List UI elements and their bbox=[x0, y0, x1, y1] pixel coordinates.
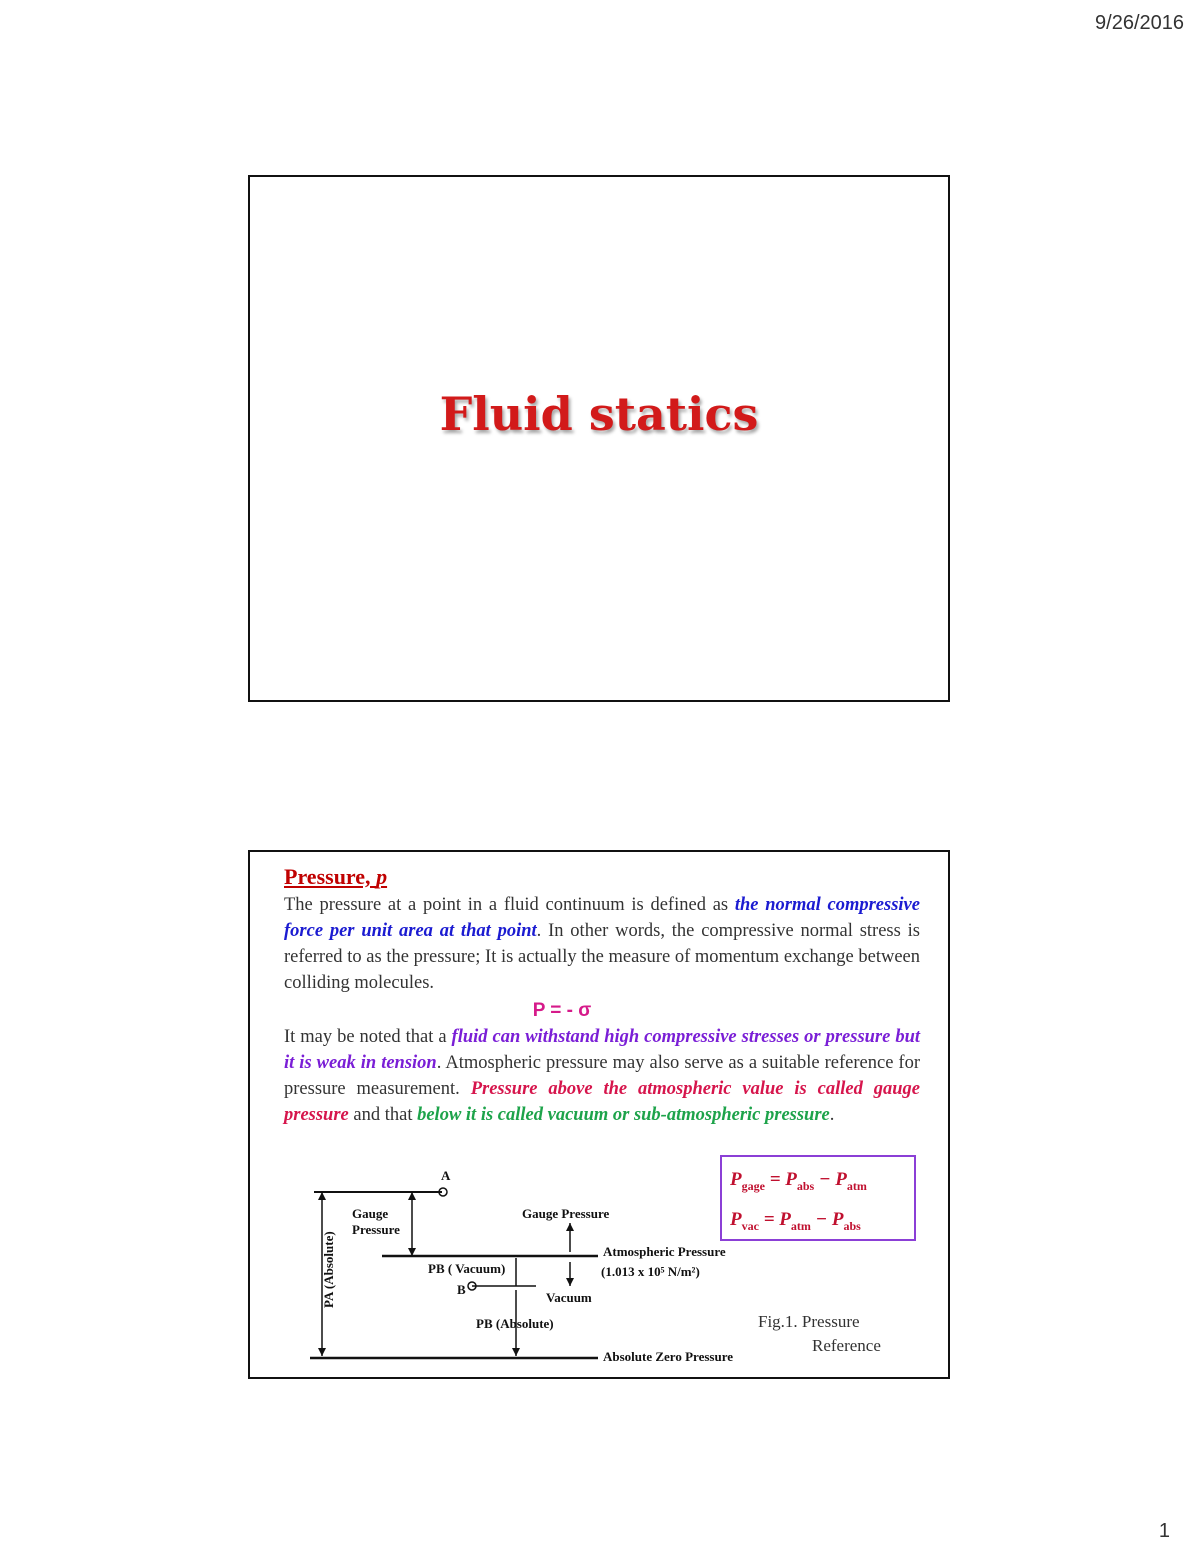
formula-box bbox=[720, 1155, 916, 1241]
pressure-reference-diagram bbox=[300, 1168, 750, 1368]
definition-paragraph: The pressure at a point in a fluid continuum is defined as the normal compressive force per unit area at that point. In other words, the compressive normal stress is referred to as the pressure; It is actually the measure of momentum exchange between colliding molecules. bbox=[284, 895, 920, 993]
pressure-equation: P = - σ bbox=[532, 1000, 592, 1021]
gage-formula: $P_{gage} = P_{abs} - P_{atm}$ bbox=[730, 1169, 867, 1193]
pb-vacuum-label: PB ( Vacuum) bbox=[428, 1261, 506, 1276]
gauge-right-label: Gauge Pressure bbox=[522, 1206, 610, 1221]
slide-content bbox=[284, 864, 920, 1128]
vacuum-highlight: below it is called vacuum or sub-atmospheric pressure bbox=[417, 1105, 830, 1125]
page-number: 1 bbox=[1158, 1520, 1170, 1542]
tension-highlight: fluid can withstand high compressive stresses or pressure but it is weak in tension bbox=[284, 1027, 920, 1073]
slide-title: Fluid statics bbox=[439, 387, 759, 441]
gauge-left-label-2: Pressure bbox=[352, 1222, 400, 1237]
pressure-slide bbox=[248, 850, 950, 1379]
atmospheric-label: Atmospheric Pressure bbox=[603, 1244, 726, 1259]
gauge-highlight: Pressure above the atmospheric value is called gauge pressure bbox=[284, 1079, 920, 1125]
page-date: 9/26/2016 bbox=[1095, 12, 1184, 34]
gauge-left-label-1: Gauge bbox=[352, 1206, 389, 1221]
figure-caption: Fig.1. Pressure Reference bbox=[758, 1312, 881, 1355]
title-slide bbox=[248, 175, 950, 702]
pb-absolute-label: PB (Absolute) bbox=[476, 1316, 554, 1331]
slide-heading: Pressure, p bbox=[284, 864, 388, 889]
atmospheric-value: (1.013 x 10⁵ N/m²) bbox=[601, 1264, 700, 1279]
vacuum-label: Vacuum bbox=[546, 1290, 592, 1305]
point-a-label: A bbox=[441, 1168, 451, 1183]
vac-formula: $P_{vac} = P_{atm} - P_{abs}$ bbox=[730, 1208, 861, 1233]
definition-highlight: the normal compressive force per unit area at that point bbox=[284, 895, 920, 941]
point-b-label: B bbox=[457, 1282, 466, 1297]
pa-absolute-label: PA (Absolute) bbox=[321, 1231, 336, 1308]
gauge-vacuum-paragraph: It may be noted that a fluid can withstand high compressive stresses or pressure but it is weak in tension. Atmospheric pressure may also serve as a suitable reference for pressure measurement. Pressure above the atmospheric value is called gauge pressure and that below it is called vacuum or sub-atmospheric pressure. bbox=[284, 1027, 921, 1125]
absolute-zero-label: Absolute Zero Pressure bbox=[603, 1349, 733, 1364]
